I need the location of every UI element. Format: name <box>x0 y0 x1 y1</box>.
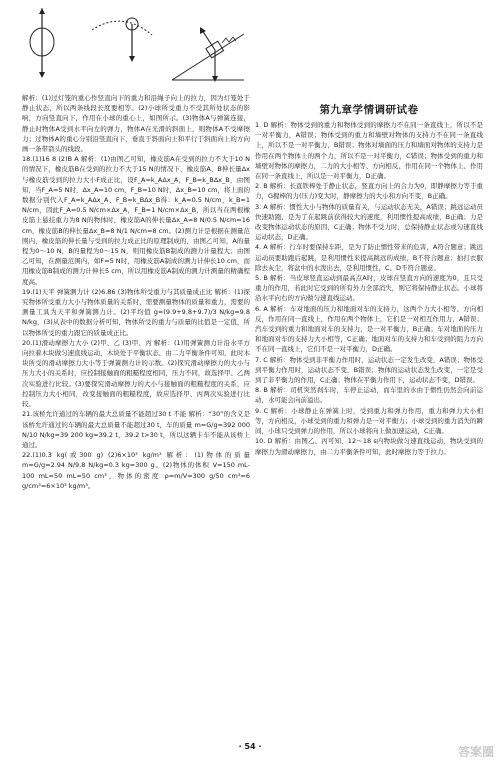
answer-5: 5. B 解析：当皮球竖直运动到最高点A时，皮球在竖直方向的速度为0，且只受重力的作用，若此时它受到的所有外力全部消失，则它将保持静止状态。小球将沿水平向右的方向做匀速直线运动。 <box>255 274 483 303</box>
force-diagram <box>22 0 250 93</box>
answer-21: 21.该桥允许通过的车辆的最大总质量不能超过30 t 不能 解析：“30”的含义是该桥允许通过的车辆的最大总质量不能超过30 t，车的质量 m=G/g=392 000 N/10 N/kg=39 200 kg=39.2 t，39.2 t>30 t，所以这辆卡车不能从该桥上通过。 <box>22 410 250 449</box>
watermark-logo: 答案圈 <box>457 745 494 759</box>
incline-line <box>172 34 244 80</box>
answer-20: 20.(1)滑动摩擦力大小 (2)甲、乙 (3)甲、丙 解析：(1)用弹簧测力计沿水平方向拉着木块做匀速直线运动，木块处于平衡状态，由二力平衡条件可知，此时木块所受的滑动摩擦力大小等于弹簧测力计的示数。(2)探究滑动摩擦力的大小与压力大小的关系时，应控制接触面的粗糙程度相同，压力不同，故选择甲、乙两次实验进行比较。(3)要探究滑动摩擦力的大小与接触面的粗糙程度的关系，应控制压力大小相同，改变接触面的粗糙程度，故应选择甲、丙两次实验进行比较。 <box>22 338 250 409</box>
page-number: · 54 · <box>238 742 262 751</box>
answer-3: 3. A 解析：惯性大小与物体的质量有关，与运动状态无关，A错误；跳远运动员快速助跑，是为了在起跳前获得较大的速度，利用惯性提高成绩，B正确；力是改变物体运动状态的原因，C正确；物体不受力时，总保持静止状态或匀速直线运动状态，D正确。 <box>255 202 483 242</box>
answer-22: 22.(1)0.3 kg(或300 g) (2)6×10³ kg/m³ 解析：(1)物体的质量 m=G/g=2.94 N/9.8 N/kg=0.3 kg=300 g。(2)物体的体积 V=150 mL-100 mL=50 mL=50 cm³，物体的密度 ρ=m/V=300 g/50 cm³=6 g/cm³=6×10³ kg/m³。 <box>22 451 250 490</box>
answer-1: 1. D 解析：物体受到的重力和物体受到的摩擦力不在同一条直线上，所以不是一对平衡力，A错误；物体受到的重力和墙壁对物体的支持力不在同一条直线上，所以不是一对平衡力，B错误；物体对墙面的压力和墙面对物体的支持力是作用在两个物体上的两个力，所以不是一对平衡力，C错误；物体受到的重力和墙壁对物体的摩擦力，二力的大小相等、方向相反、作用在同一个物体上、作用在同一条直线上，所以是一对平衡力，D正确。 <box>255 121 483 181</box>
answer-2: 2. B 解析：长直铁棒处于静止状态，竖直方向上的合力为0，即静摩擦力等于重力，G握棒的力(压力)变大时，静摩擦力的大小和方向不变，B正确。 <box>255 182 483 201</box>
right-column-text <box>255 120 483 457</box>
normal-force-arrowhead <box>200 27 206 34</box>
chapter-exam-title: 第九章学情调研试卷 <box>319 104 419 116</box>
answer-4: 4. A 解析：行车时要保持车距，是为了防止惯性带来的危害，A符合题意；跳远运动员要助跑后起跳，是利用惯性来提高跳远的成绩，B不符合题意；拍打衣服除去灰尘，将盆中的水泼出去，是利用惯性，C、D不符合题意。 <box>255 243 483 272</box>
block-gravity-arrowhead <box>212 76 218 82</box>
answer-19: 19.(1)天平 弹簧测力计 (2)6.86 (3)物体所受重力与其质量成正比 解析：(1)探究物体所受重力大小与物体质量的关系时，需要测量物体的质量和重力，需要的测量工具为天平和弹簧测力计。(2)平均值 g=(9.9+9.8+9.7)/3 N/kg=9.8 N/kg，(3)从表中的数据分析可知，物体所受的重力与质量的比值是一定值，所以物体所受的重力跟它的质量成正比。 <box>22 287 250 337</box>
left-column <box>22 0 250 491</box>
answer-7: 7. C 解析：物体受到非平衡力作用时，运动状态一定发生改变，A错误；物体受到平衡力作用时，运动状态不变，B错误；物体的运动状态发生改变，一定是受到了非平衡力的作用，C正确；物体在平衡力作用下，运动状态不变，D错误。 <box>255 355 483 385</box>
left-column-text <box>22 93 250 491</box>
ball-path <box>92 21 152 35</box>
answer-8: 8. B 解析：司机突然刹车时，车停止运动，而车里的水由于惯性仍然会向前运动，水可能会向前溢出。 <box>255 386 483 405</box>
gravity-arrowhead <box>39 72 45 78</box>
answer-6: 6. A 解析：车对地面的压力和地面对车的支持力，这两个力大小相等、方向相反，作用在同一直线上，作用在两个物体上，它们是一对相互作用力，A错误；汽车受到的重力和地面对车的支持力，是一对平衡力，B正确；车对地面的压力和地面对车的支持力大小相等，C正确；地面对车的支持力和车受到的阻力方向不在同一直线上，它们不是一对平衡力，D正确。 <box>255 304 483 354</box>
answer-18: 18.(1)16 8 (2)B A 解析：(1)由图乙可知，橡皮筋A在受到的拉力不大于10 N的情况下，橡皮筋B在受到的拉力不大于15 N的情况下，橡皮筋A、B伸长量Δx与橡皮筋受到的拉力大小F成正比，设F_A=k_AΔx_A，F_B=k_BΔx_B，由图知，当F_A=5 N时，Δx_A=10 cm，F_B=10 N时，Δx_B=10 cm，将上面的数据分别代入F_A=k_AΔx_A、F_B=k_BΔx_B得：k_A=0.5 N/cm，k_B=1 N/cm，因此F_A=0.5 N/cm×Δx_A，F_B=1 N/cm×Δx_B，所以当在两根橡皮筋上悬挂重力为8 N的物体时，橡皮筋A的伸长量Δx_A=8 N/0.5 N/cm=16 cm，橡皮筋B的伸长量Δx_B=8 N/1 N/cm=8 cm。(2)测力计是根据在测量范围内，橡皮筋的伸长量与受到的拉力成正比的原理制成的，由图乙可知，A的量程为0～10 N，B的量程为0～15 N，则用橡皮筋B制成的测力计量程大；由图乙可知，在测量范围内，如F=5 N时，用橡皮筋A制成的测力计伸长10 cm，而用橡皮筋B制成的测力计伸长5 cm，所以用橡皮筋A制成的测力计测量的精确程度高。 <box>22 155 250 286</box>
ball-gravity-arrowhead <box>129 56 135 62</box>
right-column <box>255 0 483 457</box>
answer-17-explanation: 解析：(1)过灯笼的重心作竖直向下的重力和沿绳子向上的拉力，因为灯笼处于静止状态，所以两条线段长度要相等。(2)小球所受重力不受其所处状态的影响，方向竖直向下，作用在小球的重心上，如图所示。(3)物体A与弹簧连接，静止时物体A受到水平向左的弹力，物体A在光滑的斜面上，则物体A不受摩擦力；过物体A的重心分别沿竖直向下、垂直于斜面向上和平行于斜面向上的方向画一条带箭头的线段。 <box>22 94 250 154</box>
answer-9: 9. C 解析：小球静止在弹簧上时，受到重力和弹力作用，重力和弹力大小相等，方向相反，小球受到的重力和弹力是一对平衡力；小球受到的重力消失的瞬间，小球只受到弹力的作用，所以小球将向上做加速运动，C正确。 <box>255 406 483 436</box>
answer-10: 10. D 解析：由图乙、丙可知，12～18 s内物块做匀速直线运动，物块受到的摩擦力为滑动摩擦力，由二力平衡条件可知，此时摩擦力等于拉力。 <box>255 437 483 456</box>
tension-arrowhead <box>39 8 45 14</box>
answer-figure <box>22 0 250 93</box>
